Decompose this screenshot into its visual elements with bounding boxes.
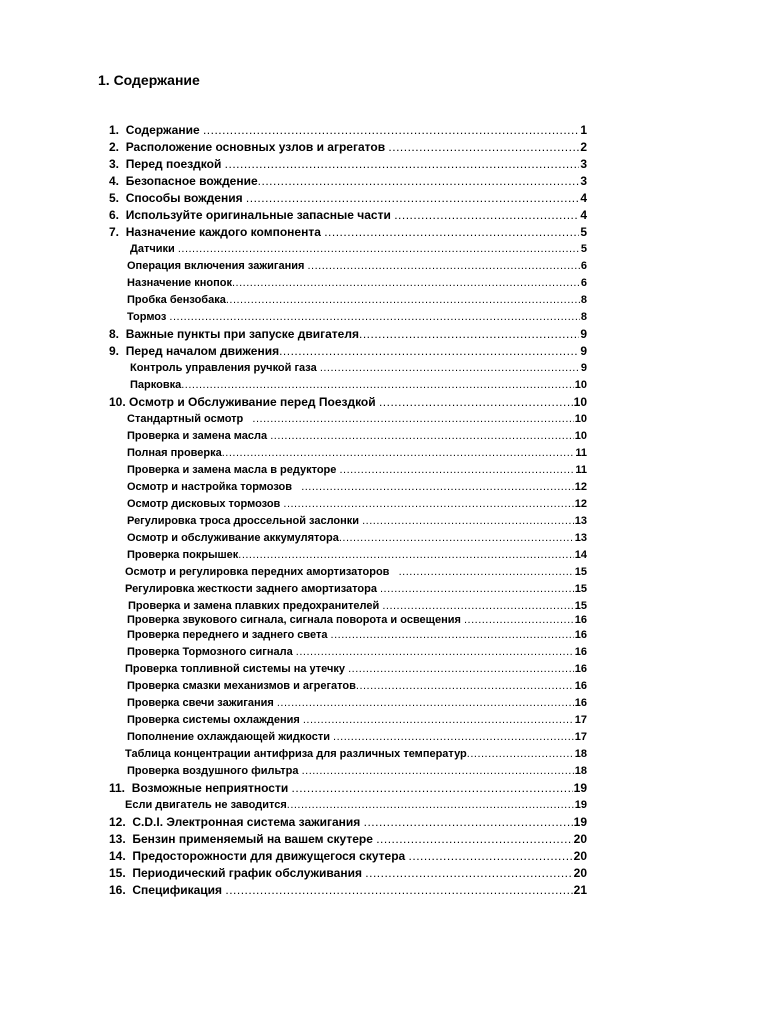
toc-entry-title: Проверка и замена масла в редукторе xyxy=(127,464,340,476)
toc-entry-title: Назначение кнопок xyxy=(127,277,232,289)
toc-entry-title: Проверка воздушного фильтра xyxy=(127,765,302,777)
toc-page-number: 10 xyxy=(574,379,587,391)
toc-dot-leader xyxy=(364,815,573,829)
toc-entry-title: Операция включения зажигания xyxy=(127,260,308,272)
toc-page-number: 17 xyxy=(574,731,587,743)
toc-page-number: 17 xyxy=(574,714,587,726)
toc-entry xyxy=(127,463,587,477)
toc-dot-leader xyxy=(203,123,579,137)
toc-dot-leader xyxy=(302,764,574,778)
toc-page-number: 1 xyxy=(580,123,587,137)
toc-entry-number: 3. xyxy=(109,157,126,171)
toc-dot-leader xyxy=(270,429,574,443)
toc-page-number: 20 xyxy=(573,866,587,880)
toc-page-number: 20 xyxy=(573,849,587,863)
toc-entry-title: Расположение основных узлов и агрегатов xyxy=(125,140,389,154)
toc-entry xyxy=(130,378,587,392)
toc-page-number: 20 xyxy=(573,832,587,846)
toc-page-number: 9 xyxy=(580,344,587,358)
toc-dot-leader xyxy=(258,174,580,188)
toc-entry xyxy=(109,832,587,846)
toc-dot-leader xyxy=(382,599,573,613)
toc-page-number: 13 xyxy=(574,532,587,544)
toc-entry xyxy=(127,679,587,693)
toc-entry-number: 15. xyxy=(109,866,133,880)
toc-page-number: 16 xyxy=(574,697,587,709)
toc-entry xyxy=(109,327,587,341)
toc-entry xyxy=(125,798,587,812)
toc-page-number: 16 xyxy=(574,646,587,658)
page-heading: 1. Содержание xyxy=(98,72,200,88)
toc-entry-title: Безопасное вождение xyxy=(125,174,258,188)
toc-entry-title: Перед поездкой xyxy=(125,157,225,171)
toc-dot-leader xyxy=(252,412,573,426)
toc-entry xyxy=(109,157,587,171)
toc-page-number: 11 xyxy=(575,464,587,476)
toc-dot-leader xyxy=(362,514,574,528)
toc-entry xyxy=(109,849,587,863)
toc-page-number: 9 xyxy=(580,362,587,374)
toc-entry-title: Полная проверка xyxy=(127,447,222,459)
toc-page-number: 19 xyxy=(574,799,587,811)
toc-entry-title: Проверка переднего и заднего света xyxy=(127,629,331,641)
toc-entry-title: Осмотр дисковых тормозов xyxy=(127,498,284,510)
toc-entry xyxy=(127,696,587,710)
toc-entry xyxy=(125,662,587,676)
toc-entry-title: Датчики xyxy=(130,243,178,255)
toc-entry xyxy=(127,514,587,528)
toc-dot-leader xyxy=(388,140,579,154)
toc-dot-leader xyxy=(320,361,580,375)
toc-entry-number: 14. xyxy=(109,849,133,863)
toc-entry-title: Пополнение охлаждающей жидкости xyxy=(127,731,334,743)
toc-entry-number: 9. xyxy=(109,344,126,358)
toc-entry-title: Проверка покрышек xyxy=(127,549,239,561)
toc-entry xyxy=(109,781,587,795)
toc-entry-title: Способы вождения xyxy=(125,191,246,205)
toc-page-number: 4 xyxy=(580,191,587,205)
toc-entry-title: Проверка Тормозного сигнала xyxy=(127,646,296,658)
toc-entry-title: Контроль управления ручкой газа xyxy=(130,362,320,374)
toc-page-number: 18 xyxy=(574,765,587,777)
toc-dot-leader xyxy=(283,497,573,511)
toc-entry-title: Тормоз xyxy=(127,311,170,323)
toc-entry-title: Перед началом движения xyxy=(125,344,280,358)
toc-entry-title: C.D.I. Электронная система зажигания xyxy=(132,815,364,829)
toc-dot-leader xyxy=(169,310,579,324)
toc-dot-leader xyxy=(359,327,579,341)
toc-dot-leader xyxy=(339,463,574,477)
toc-entry-number: 1. xyxy=(109,123,126,137)
toc-entry-number: 5. xyxy=(109,191,126,205)
toc-dot-leader xyxy=(292,781,573,795)
toc-entry-title: Таблица концентрации антифриза для различных температур xyxy=(125,748,467,760)
toc-page-number: 16 xyxy=(574,680,587,692)
toc-entry-title: Периодический график обслуживания xyxy=(132,866,366,880)
toc-page-number: 4 xyxy=(580,208,587,222)
toc-page-number: 3 xyxy=(580,174,587,188)
toc-entry xyxy=(109,208,587,222)
toc-entry-title: Содержание xyxy=(125,123,203,137)
toc-entry xyxy=(127,628,587,642)
toc-dot-leader xyxy=(399,565,574,579)
toc-entry-title: Регулировка троса дроссельной заслонки xyxy=(127,515,363,527)
toc-entry-title: Проверка и замена масла xyxy=(127,430,271,442)
toc-entry xyxy=(109,395,587,409)
toc-page-number: 15 xyxy=(574,566,587,578)
toc-page-number: 9 xyxy=(580,327,587,341)
toc-entry-number: 12. xyxy=(109,815,133,829)
toc-dot-leader xyxy=(246,191,579,205)
toc-dot-leader xyxy=(301,480,574,494)
toc-entry-title: Парковка xyxy=(130,379,182,391)
toc-dot-leader xyxy=(181,378,574,392)
toc-entry xyxy=(109,174,587,188)
toc-entry xyxy=(127,259,587,273)
toc-dot-leader xyxy=(303,713,574,727)
toc-entry-title: Возможные неприятности xyxy=(131,781,292,795)
toc-entry-title: Проверка и замена плавких предохранителей xyxy=(128,600,383,612)
toc-dot-leader xyxy=(339,531,574,545)
toc-page-number: 21 xyxy=(573,883,587,897)
toc-dot-leader xyxy=(225,157,580,171)
toc-entry-title: Предосторожности для движущегося скутера xyxy=(132,849,409,863)
toc-entry-number: 8. xyxy=(109,327,126,341)
toc-entry xyxy=(125,582,587,596)
toc-page-number: 11 xyxy=(575,447,587,459)
toc-entry xyxy=(127,764,587,778)
toc-entry-number: 4. xyxy=(109,174,126,188)
toc-page-number: 14 xyxy=(574,549,587,561)
toc-dot-leader xyxy=(376,832,572,846)
toc-page-number: 5 xyxy=(580,225,587,239)
toc-entry xyxy=(127,429,587,443)
toc-page-number: 12 xyxy=(574,481,587,493)
toc-entry xyxy=(127,276,587,290)
toc-entry-title: Регулировка жесткости заднего амортизатора xyxy=(125,583,380,595)
toc-page-number: 6 xyxy=(580,260,587,272)
toc-entry xyxy=(109,883,587,897)
toc-entry xyxy=(130,242,587,256)
toc-page-number: 15 xyxy=(574,600,587,612)
toc-entry-title: Важные пункты при запуске двигателя xyxy=(125,327,359,341)
toc-entry xyxy=(127,293,587,307)
toc-entry-title: Стандартный осмотр xyxy=(127,413,253,425)
toc-page-number: 16 xyxy=(574,663,587,675)
toc-entry-title: Спецификация xyxy=(132,883,226,897)
toc-page-number: 3 xyxy=(580,157,587,171)
toc-entry xyxy=(127,480,587,494)
toc-page-number: 16 xyxy=(574,629,587,641)
toc-entry-number: 10. xyxy=(109,395,130,409)
toc-entry xyxy=(109,866,587,880)
toc-entry-number: 7. xyxy=(109,225,126,239)
toc-dot-leader xyxy=(222,446,575,460)
toc-entry xyxy=(127,310,587,324)
toc-entry xyxy=(127,497,587,511)
toc-dot-leader xyxy=(409,849,573,863)
toc-entry xyxy=(127,613,587,627)
toc-dot-leader xyxy=(226,293,580,307)
toc-dot-leader xyxy=(356,679,574,693)
toc-entry-title: Если двигатель не заводится xyxy=(125,799,287,811)
toc-entry xyxy=(109,140,587,154)
toc-page-number: 12 xyxy=(574,498,587,510)
toc-entry xyxy=(127,531,587,545)
toc-entry xyxy=(109,815,587,829)
toc-dot-leader xyxy=(296,645,574,659)
toc-entry-number: 13. xyxy=(109,832,133,846)
toc-dot-leader xyxy=(348,662,574,676)
toc-entry xyxy=(127,645,587,659)
toc-page-number: 16 xyxy=(574,614,587,626)
toc-dot-leader xyxy=(279,344,579,358)
toc-dot-leader xyxy=(277,696,574,710)
toc-dot-leader xyxy=(380,582,574,596)
toc-dot-leader xyxy=(365,866,572,880)
toc-page-number: 10 xyxy=(574,430,587,442)
toc-entry-number: 6. xyxy=(109,208,126,222)
toc-page-number: 15 xyxy=(574,583,587,595)
toc-entry xyxy=(127,446,587,460)
toc-page-number: 5 xyxy=(580,243,587,255)
toc-entry-title: Бензин применяемый на вашем скутере xyxy=(132,832,377,846)
toc-dot-leader xyxy=(324,225,579,239)
toc-entry-title: Осмотр и регулировка передних амортизаторов xyxy=(125,566,399,578)
toc-dot-leader xyxy=(464,613,574,627)
toc-dot-leader xyxy=(178,242,580,256)
toc-entry-title: Осмотр и обслуживание аккумулятора xyxy=(127,532,339,544)
toc-entry xyxy=(125,747,587,761)
toc-entry-title: Проверка топливной системы на утечку xyxy=(125,663,349,675)
toc-entry xyxy=(125,565,587,579)
toc-page-number: 13 xyxy=(574,515,587,527)
toc-page-number: 19 xyxy=(573,781,587,795)
toc-entry xyxy=(127,412,587,426)
toc-dot-leader xyxy=(308,259,580,273)
toc-dot-leader xyxy=(333,730,574,744)
toc-page-number: 10 xyxy=(573,395,587,409)
toc-entry-title: Осмотр и настройка тормозов xyxy=(127,481,302,493)
toc-dot-leader xyxy=(287,798,574,812)
toc-entry-number: 2. xyxy=(109,140,126,154)
toc-entry xyxy=(127,730,587,744)
toc-dot-leader xyxy=(225,883,572,897)
toc-dot-leader xyxy=(331,628,574,642)
toc-entry xyxy=(109,191,587,205)
toc-dot-leader xyxy=(394,208,579,222)
toc-page-number: 2 xyxy=(580,140,587,154)
toc-page-number: 6 xyxy=(580,277,587,289)
toc-entry-title: Пробка бензобака xyxy=(127,294,226,306)
toc-entry xyxy=(109,123,587,137)
toc-dot-leader xyxy=(379,395,573,409)
toc-entry-number: 11. xyxy=(109,781,132,795)
toc-entry xyxy=(128,599,587,613)
toc-page-number: 10 xyxy=(574,413,587,425)
toc-entry-title: Осмотр и Обслуживание перед Поездкой xyxy=(129,395,379,409)
toc-dot-leader xyxy=(467,747,574,761)
toc-entry-number: 16. xyxy=(109,883,133,897)
toc-entry xyxy=(109,344,587,358)
toc-entry-title: Проверка системы охлаждения xyxy=(127,714,303,726)
toc-entry-title: Проверка смазки механизмов и агрегатов xyxy=(127,680,356,692)
toc-entry-title: Назначение каждого компонента xyxy=(125,225,325,239)
toc-entry-title: Используйте оригинальные запасные части xyxy=(125,208,395,222)
toc-page-number: 18 xyxy=(574,748,587,760)
toc-dot-leader xyxy=(238,548,573,562)
toc-page-number: 8 xyxy=(580,294,587,306)
toc-page-number: 8 xyxy=(580,311,587,323)
toc-entry-title: Проверка звукового сигнала, сигнала поворота и освещения xyxy=(127,614,464,626)
toc-page-number: 19 xyxy=(573,815,587,829)
toc-entry xyxy=(130,361,587,375)
toc-entry xyxy=(127,713,587,727)
toc-entry-title: Проверка свечи зажигания xyxy=(127,697,277,709)
toc-dot-leader xyxy=(232,276,580,290)
toc-entry xyxy=(109,225,587,239)
toc-entry xyxy=(127,548,587,562)
